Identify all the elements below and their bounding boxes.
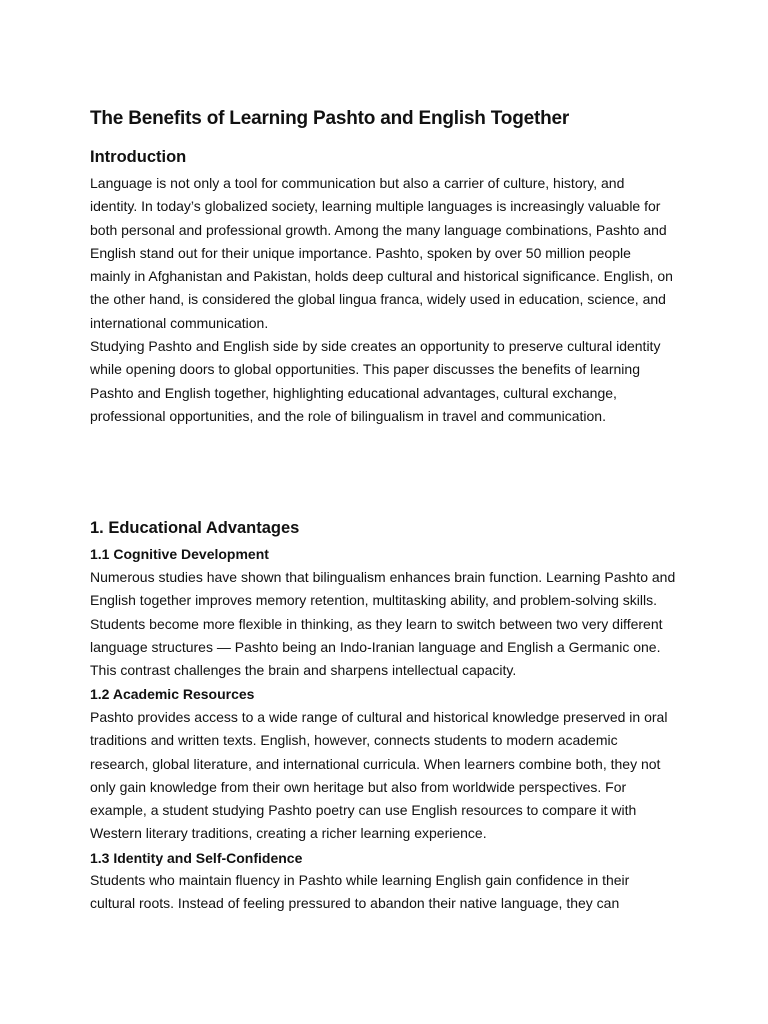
text-line: traditions and written texts. English, however, connects students to modern academic	[90, 732, 618, 749]
text-line: cultural roots. Instead of feeling pressured to abandon their native language, they can	[90, 895, 620, 912]
text-line: professional opportunities, and the role of bilingualism in travel and communication.	[90, 407, 606, 424]
text-line: Language is not only a tool for communication but also a carrier of culture, history, and	[90, 175, 625, 191]
identity-self-confidence-paragraph	[90, 869, 690, 916]
text-line: mainly in Afghanistan and Pakistan, holds deep cultural and historical significance. English, on	[90, 268, 673, 285]
subsection-heading-academic-resources: 1.2 Academic Resources	[90, 686, 255, 702]
document-title: The Benefits of Learning Pashto and English Together	[90, 108, 570, 129]
text-line: Pashto and English together, highlighting educational advantages, cultural exchange,	[90, 384, 617, 401]
text-line: Studying Pashto and English side by side creates an opportunity to preserve cultural identity	[90, 338, 661, 354]
text-line: identity. In today’s globalized society, learning multiple languages is increasingly valuable for	[90, 198, 661, 215]
text-line: while opening doors to global opportunities. This paper discusses the benefits of learning	[90, 361, 640, 378]
text-line: Students who maintain fluency in Pashto while learning English gain confidence in their	[90, 872, 630, 888]
text-line: research, global literature, and international curricula. When learners combine both, they not	[90, 755, 661, 772]
text-line: example, a student studying Pashto poetry can use English resources to compare it with	[90, 802, 637, 819]
text-line: Numerous studies have shown that bilingualism enhances brain function. Learning Pashto and	[90, 569, 676, 585]
intro-paragraph-2	[90, 335, 690, 428]
cognitive-development-paragraph	[90, 566, 690, 682]
text-line: This contrast challenges the brain and sharpens intellectual capacity.	[90, 662, 517, 679]
section-heading-educational-advantages: 1. Educational Advantages	[90, 519, 300, 537]
section-heading-introduction: Introduction	[90, 148, 187, 166]
text-line: Pashto provides access to a wide range of cultural and historical knowledge preserved in oral	[90, 709, 668, 725]
academic-resources-paragraph	[90, 706, 690, 846]
subsection-heading-identity-self-confidence: 1.3 Identity and Self-Confidence	[90, 850, 303, 866]
text-line: both personal and professional growth. Among the many language combinations, Pashto and	[90, 221, 667, 238]
text-line: Western literary traditions, creating a richer learning experience.	[90, 825, 487, 842]
text-line: only gain knowledge from their own heritage but also from worldwide perspectives. For	[90, 778, 627, 795]
text-line: international communication.	[90, 314, 269, 331]
text-line: the other hand, is considered the global lingua franca, widely used in education, science, and	[90, 291, 666, 308]
text-line: Students become more flexible in thinking, as they learn to switch between two very different	[90, 615, 663, 632]
intro-paragraph-1	[90, 172, 690, 335]
text-line: English together improves memory retention, multitasking ability, and problem-solving skills.	[90, 592, 657, 609]
subsection-heading-cognitive-development: 1.1 Cognitive Development	[90, 546, 269, 562]
text-line: English stand out for their unique importance. Pashto, spoken by over 50 million people	[90, 244, 631, 261]
text-line: language structures — Pashto being an Indo-Iranian language and English a Germanic one.	[90, 638, 661, 655]
